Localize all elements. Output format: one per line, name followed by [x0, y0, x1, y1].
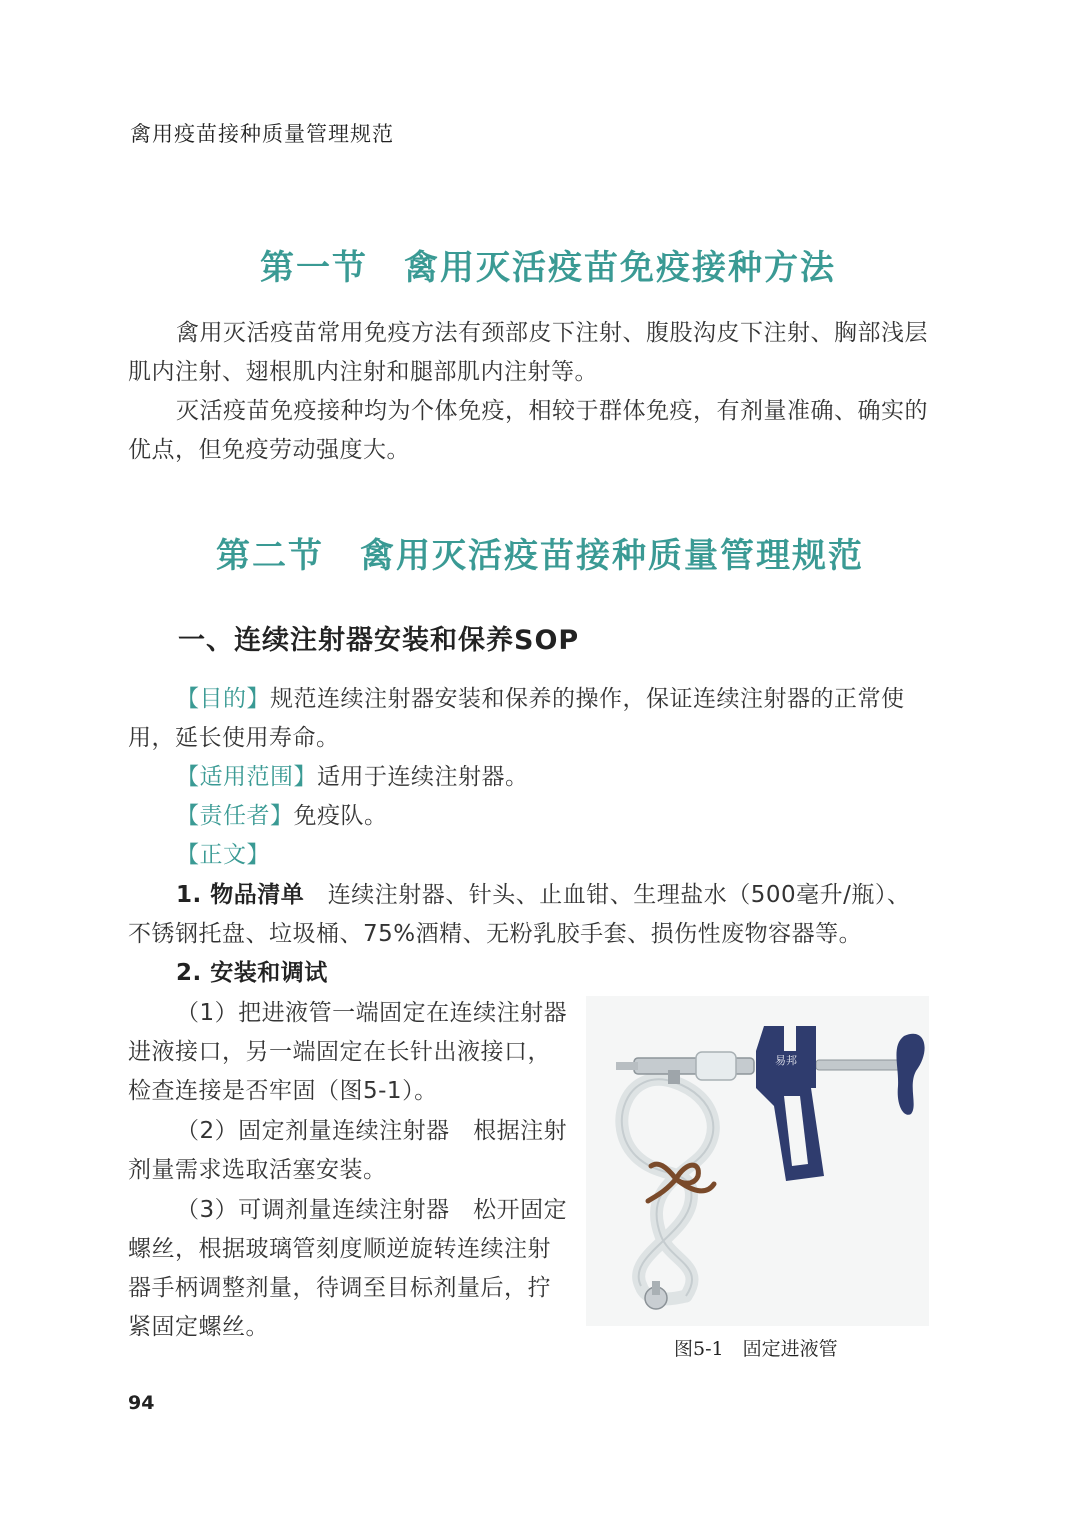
- section-1-paragraph-1: 禽用灭活疫苗常用免疫方法有颈部皮下注射、腹股沟皮下注射、胸部浅层肌内注射、翅根肌内注射和腿部肌内注射等。: [128, 320, 928, 385]
- item-2-paragraph: [128, 954, 928, 993]
- item-1-paragraph: [128, 876, 928, 954]
- item-2-lead: 2. 安装和调试: [176, 960, 328, 986]
- owner-text: 免疫队。: [293, 803, 388, 829]
- section-1-paragraph-2: 灭活疫苗免疫接种均为个体免疫，相较于群体免疫，有剂量准确、确实的优点，但免疫劳动强度大。: [128, 398, 928, 463]
- body-paragraph: [128, 836, 928, 875]
- owner-tag: 【责任者】: [176, 803, 294, 829]
- owner-paragraph: [128, 797, 928, 836]
- body-tag: 【正文】: [176, 842, 270, 868]
- thumb-handle: [896, 1034, 924, 1115]
- running-header: 禽用疫苗接种质量管理规范: [130, 122, 394, 146]
- step-3-paragraph: （3）可调剂量连续注射器 松开固定螺丝，根据玻璃管刻度顺逆旋转连续注射器手柄调整剂量，待调至目标剂量后，拧紧固定螺丝。: [128, 1197, 568, 1340]
- section-1-title: 第一节 禽用灭活疫苗免疫接种方法: [260, 248, 836, 288]
- syringe-photo: [586, 996, 929, 1326]
- brand-mark: 易邦: [775, 1054, 797, 1067]
- scope-tag: 【适用范围】: [176, 764, 317, 790]
- scope-text: 适用于连续注射器。: [317, 764, 529, 790]
- step-2-paragraph: （2）固定剂量连续注射器 根据注射剂量需求选取活塞安装。: [128, 1118, 568, 1183]
- purpose-text: 规范连续注射器安装和保养的操作，保证连续注射器的正常使用，延长使用寿命。: [128, 686, 905, 751]
- subsection-heading: 一、连续注射器安装和保养SOP: [178, 625, 580, 656]
- figure-caption: 图5-1 固定进液管: [674, 1338, 838, 1360]
- scope-paragraph: [128, 758, 928, 797]
- page-number: 94: [128, 1392, 155, 1414]
- section-2-title: 第二节 禽用灭活疫苗接种质量管理规范: [216, 536, 864, 576]
- purpose-paragraph: [128, 680, 928, 758]
- item-1-text: 连续注射器、针头、止血钳、生理盐水（500毫升/瓶）、不锈钢托盘、垃圾桶、75%酒精、无粉乳胶手套、损伤性废物容器等。: [128, 882, 911, 947]
- step-1-paragraph: （1）把进液管一端固定在连续注射器进液接口，另一端固定在长针出液接口，检查连接是否牢固（图5-1）。: [128, 1000, 568, 1104]
- purpose-tag: 【目的】: [176, 686, 270, 712]
- syringe-illustration: [586, 996, 929, 1326]
- item-1-lead: 1. 物品清单: [176, 882, 305, 908]
